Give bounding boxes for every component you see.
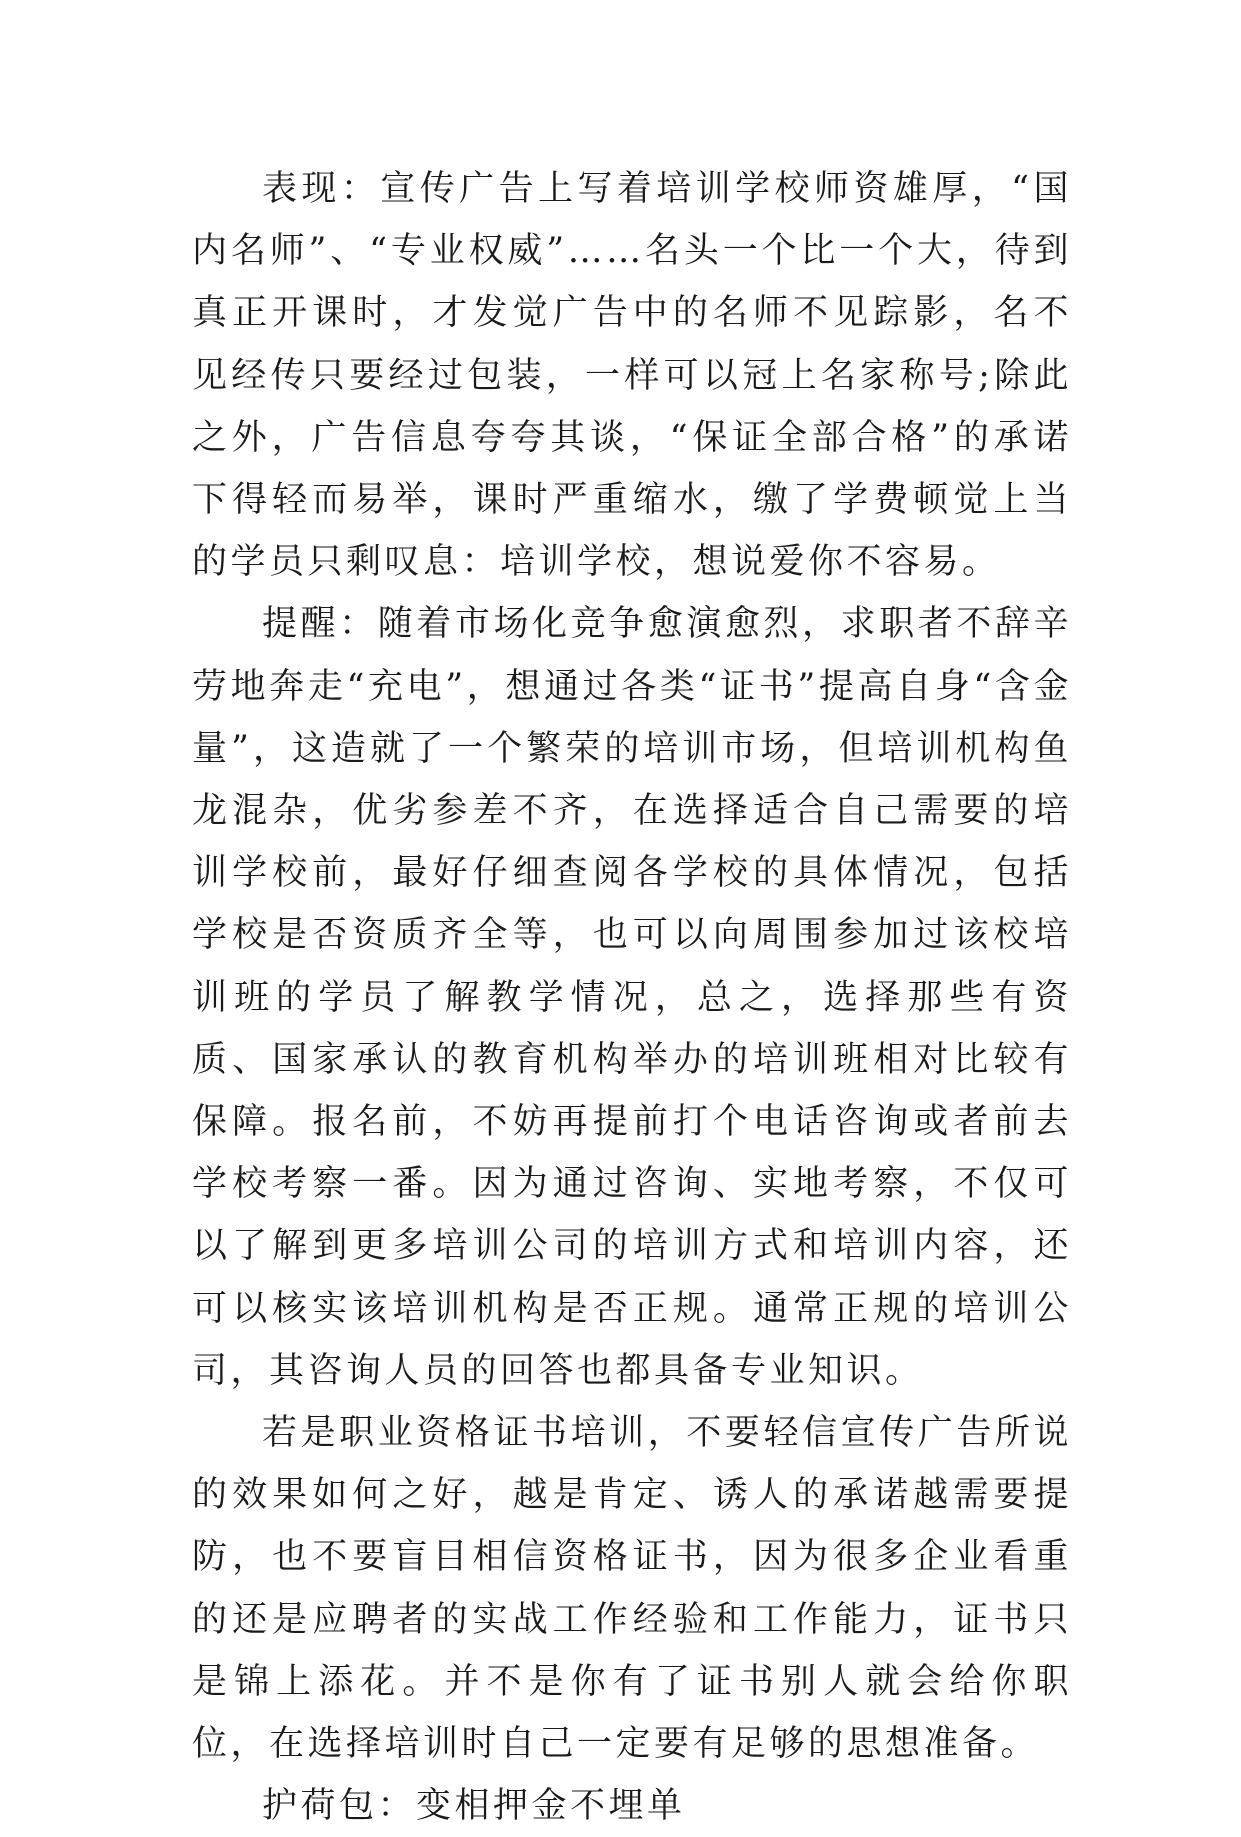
paragraph-reminder: 提醒：随着市场化竞争愈演愈烈，求职者不辞辛劳地奔走“充电”，想通过各类“证书”提高自身“含金量”，这造就了一个繁荣的培训市场，但培训机构鱼龙混杂，优劣参差不齐，在选择适合自己需要的培训学校前，最好仔细查阅各学校的具体情况，包括学校是否资质齐全等，也可以向周围参加过该校培训班的学员了解教学情况，总之，选择那些有资质、国家承认的教育机构举办的培训班相对比较有保障。报名前，不妨再提前打个电话咨询或者前去学校考察一番。因为通过咨询、实地考察，不仅可以了解到更多培训公司的培训方式和培训内容，还可以核实该培训机构是否正规。通常正规的培训公司，其咨询人员的回答也都具备专业知识。	[192, 604, 1072, 1391]
paragraph-certificate-advice: 若是职业资格证书培训，不要轻信宣传广告所说的效果如何之好，越是肯定、诱人的承诺越需要提防，也不要盲目相信资格证书，因为很多企业看重的还是应聘者的实战工作经验和工作能力，证书只是锦上添花。并不是你有了证书别人就会给你职位，在选择培训时自己一定要有足够的思想准备。	[192, 1413, 1072, 1765]
section-heading-wallet: 护荷包：变相押金不埋单	[262, 1786, 686, 1827]
paragraph-performance: 表现：宣传广告上写着培训学校师资雄厚，“国内名师”、“专业权威”……名头一个比一个大，待到真正开课时，才发觉广告中的名师不见踪影，名不见经传只要经过包装，一样可以冠上名家称号;除此之外，广告信息夸夸其谈，“保证全部合格”的承诺下得轻而易举，课时严重缩水，缴了学费顿觉上当的学员只剩叹息：培训学校，想说爱你不容易。	[192, 169, 1072, 583]
document-body	[192, 158, 1072, 1837]
